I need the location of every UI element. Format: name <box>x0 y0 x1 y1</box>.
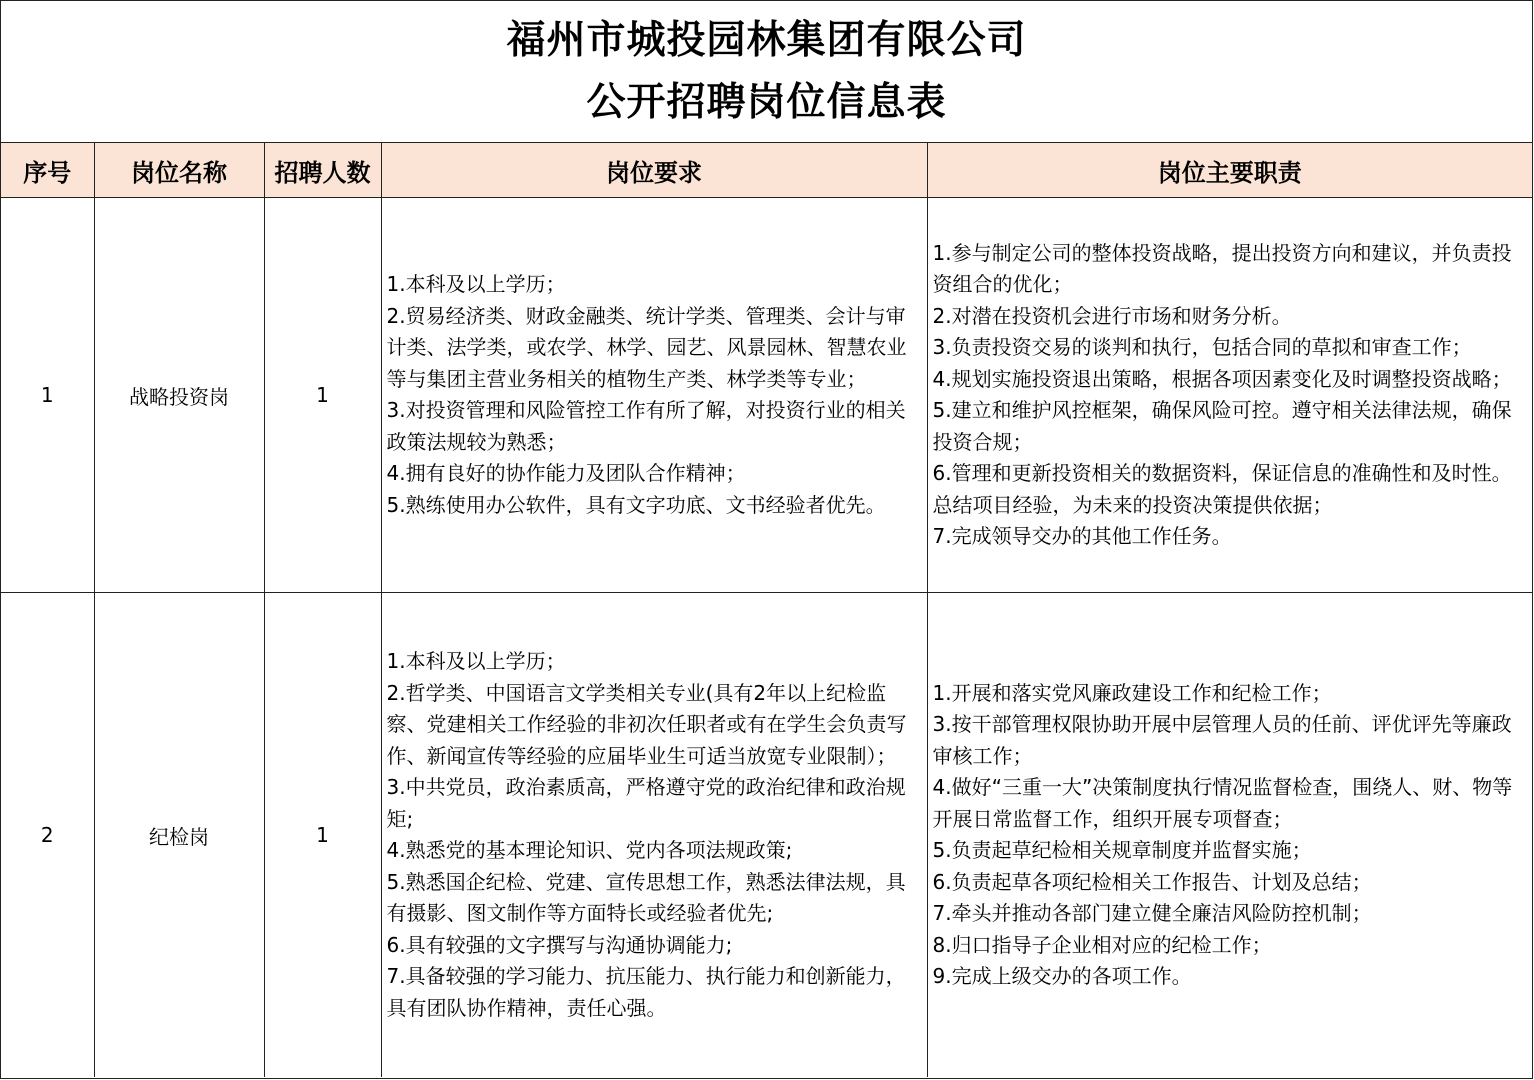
header-position-name: 岗位名称 <box>94 143 264 198</box>
duty-item: 5.负责起草纪检相关规章制度并监督实施； <box>932 838 1312 862</box>
row-requirements <box>381 593 927 1078</box>
row-headcount: 1 <box>264 198 381 593</box>
requirement-item: 3.对投资管理和风险管控工作有所了解，对投资行业的相关政策法规较为熟悉； <box>386 398 906 454</box>
header-requirements: 岗位要求 <box>381 143 927 198</box>
title-block <box>1 1 1532 143</box>
sheet-title: 公开招聘岗位信息表 <box>586 79 947 125</box>
requirement-item: 5.熟练使用办公软件，具有文字功底、文书经验者优先。 <box>386 492 886 517</box>
requirement-item: 1.本科及以上学历； <box>386 649 566 673</box>
table-header-row <box>1 143 1532 198</box>
duty-item: 7.完成领导交办的其他工作任务。 <box>932 524 1232 548</box>
row-position-name: 纪检岗 <box>94 593 264 1078</box>
row-requirements <box>381 198 927 593</box>
row-headcount: 1 <box>264 593 381 1078</box>
company-title: 福州市城投园林集团有限公司 <box>506 17 1027 63</box>
duty-item: 3.按干部管理权限协助开展中层管理人员的任前、评优评先等廉政审核工作； <box>932 712 1512 768</box>
duty-item: 4.做好“三重一大”决策制度执行情况监督检查，围绕人、财、物等开展日常监督工作，组织开展专项督查； <box>932 775 1513 831</box>
requirement-item: 7.具备较强的学习能力、抗压能力、执行能力和创新能力，具有团队协作精神，责任心强。 <box>386 964 906 1020</box>
requirement-item: 2.贸易经济类、财政金融类、统计学类、管理类、会计与审计类、法学类，或农学、林学、园艺、风景园林、智慧农业等与集团主营业务相关的植物生产类、林学类等专业； <box>386 303 907 391</box>
requirement-item: 1.本科及以上学历； <box>386 272 566 296</box>
duty-item: 8.归口指导子企业相对应的纪检工作； <box>932 932 1272 957</box>
requirement-item: 2.哲学类、中国语言文学类相关专业(具有2年以上纪检监察、党建相关工作经验的非初次任职者或有在学生会负责写作、新闻宣传等经验的应届毕业生可适当放宽专业限制）； <box>386 680 907 768</box>
duty-item: 5.建立和维护风控框架，确保风险可控。遵守相关法律法规，确保投资合规； <box>932 398 1512 454</box>
header-duties: 岗位主要职责 <box>927 143 1532 198</box>
requirement-item: 3.中共党员，政治素质高，严格遵守党的政治纪律和政治规矩; <box>386 775 906 831</box>
duty-item: 4.规划实施投资退出策略，根据各项因素变化及时调整投资战略； <box>932 366 1512 391</box>
requirement-item: 6.具有较强的文字撰写与沟通协调能力; <box>386 932 733 957</box>
header-headcount: 招聘人数 <box>264 143 381 198</box>
duty-item: 3.负责投资交易的谈判和执行，包括合同的草拟和审查工作； <box>932 335 1472 359</box>
table-row <box>1 593 1532 1078</box>
row-seq: 2 <box>1 593 94 1078</box>
row-seq: 1 <box>1 198 94 593</box>
row-duties <box>927 593 1532 1078</box>
duty-item: 1.开展和落实党风廉政建设工作和纪检工作； <box>932 680 1332 705</box>
positions-table <box>1 143 1532 1077</box>
row-duties <box>927 198 1532 593</box>
duty-item: 1.参与制定公司的整体投资战略，提出投资方向和建议，并负责投资组合的优化； <box>932 240 1512 296</box>
duty-item: 2.对潜在投资机会进行市场和财务分析。 <box>932 303 1292 328</box>
duty-item: 6.管理和更新投资相关的数据资料，保证信息的准确性和及时性。总结项目经验，为未来的投资决策提供依据； <box>932 461 1512 517</box>
requirement-item: 4.拥有良好的协作能力及团队合作精神； <box>386 461 746 485</box>
header-seq: 序号 <box>1 143 94 198</box>
duty-item: 9.完成上级交办的各项工作。 <box>932 964 1192 988</box>
table-row <box>1 198 1532 593</box>
duty-item: 7.牵头并推动各部门建立健全廉洁风险防控机制； <box>932 901 1372 925</box>
requirement-item: 5.熟悉国企纪检、党建、宣传思想工作，熟悉法律法规，具有摄影、图文制作等方面特长或经验者优先; <box>386 869 906 925</box>
requirement-item: 4.熟悉党的基本理论知识、党内各项法规政策; <box>386 838 793 862</box>
duty-item: 6.负责起草各项纪检相关工作报告、计划及总结； <box>932 869 1372 894</box>
row-position-name: 战略投资岗 <box>94 198 264 593</box>
